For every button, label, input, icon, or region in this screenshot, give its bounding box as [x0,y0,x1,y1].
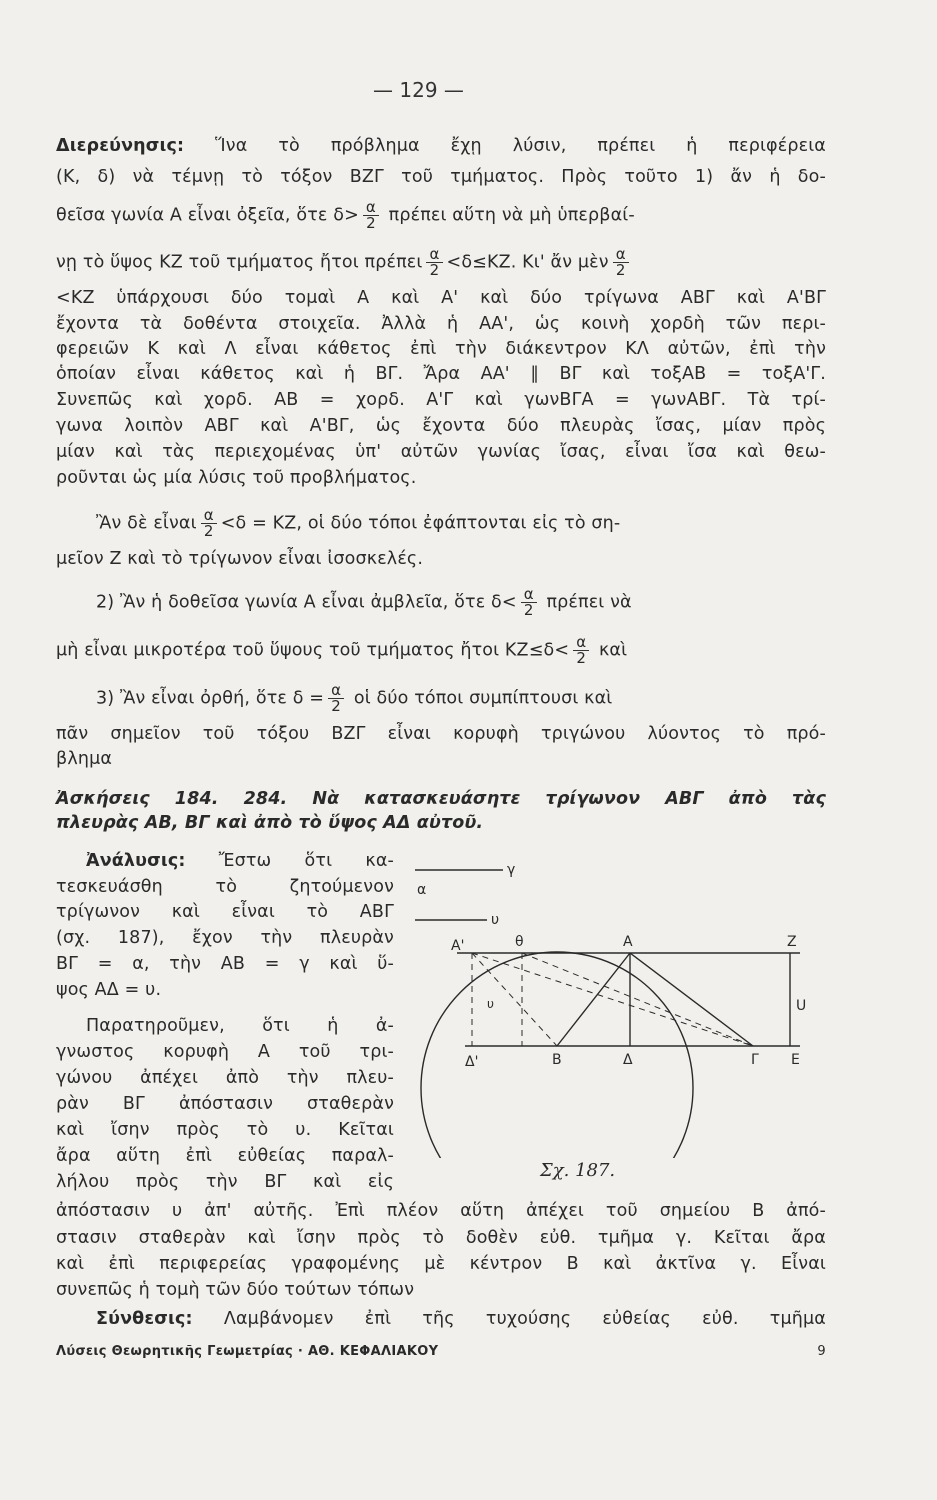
text-line [96,508,826,539]
text-line: φερειῶν Κ καὶ Λ εἶναι κάθετος ἐπὶ τὴν διάκεντρον ΚΛ αὐτῶν, ἐπὶ τὴν [56,339,826,359]
exercise-heading: πλευρὰς ΑΒ, ΒΓ καὶ ἀπὸ τὸ ὕψος ΑΔ αὐτοῦ. [56,813,484,833]
frac-num: α [201,508,217,524]
frac-den: 2 [366,214,376,232]
line-text: πρέπει νὰ [540,592,632,613]
label-theta: θ [515,934,524,950]
text-line [96,587,826,618]
section-lead: Διερεύνησις: [56,136,185,156]
analysis-line: ΒΓ = α, τὴν ΑΒ = γ καὶ ὕ- [56,954,394,974]
line-text: 2) Ἂν ἡ δοθεῖσα γωνία Α εἶναι ἀμβλεῖα, ὅτε δ< [96,592,517,613]
line-text: οἱ δύο τόποι συμπίπτουσι καὶ [348,688,613,709]
text-line: γωνα λοιπὸν ΑΒΓ καὶ Α'ΒΓ, ὡς ἔχοντα δύο πλευρὰς ἴσας, μίαν πρὸς [56,416,826,436]
label-small-u: υ [491,912,500,928]
text-line [56,635,826,666]
section-lead: Ἀνάλυσις: [86,851,186,871]
label-inner-u: υ [487,997,494,1011]
label-U: U [796,998,807,1014]
section-lead: Σύνθεσις: [96,1309,193,1329]
label-A: Α [623,934,633,950]
text-line: στασιν σταθερὰν καὶ ἴσην πρὸς τὸ δοθὲν εὐθ. τμῆμα γ. Κεῖται ἄρα [56,1228,826,1248]
side-AG [630,953,753,1046]
analysis-line: καὶ ἴσην πρὸς τὸ υ. Κεῖται [56,1120,394,1140]
line-text: θεῖσα γωνία Α εἶναι ὀξεῖα, ὅτε δ> [56,205,359,226]
text-line: ὁποίαν εἶναι κάθετος καὶ ἡ ΒΓ. Ἄρα ΑΑ' ∥ ΒΓ καὶ τοξΑΒ = τοξΑ'Γ. [56,364,826,384]
frac-num: α [573,635,589,651]
label-B: Β [552,1052,562,1068]
fraction [201,508,217,539]
figure-caption: Σχ. 187. [540,1160,616,1181]
label-E: Ε [791,1052,800,1068]
line-text: Ἔστω ὅτι κα- [185,851,394,871]
signature-number: 9 [817,1344,826,1359]
frac-num: α [328,683,344,699]
text-line: βλημα [56,749,113,769]
analysis-line: γώνου ἀπέχει ἀπὸ τὴν πλευ- [56,1068,394,1088]
frac-num: α [426,247,442,263]
text-line: ἔχοντα τὰ δοθέντα στοιχεῖα. Ἀλλὰ ἡ ΑΑ', ὡς κοινὴ χορδὴ τῶν περι- [56,314,826,334]
text-line: μίαν καὶ τὰς περιεχομένας ὑπ' αὐτῶν γωνίας ἴσας, εἶναι ἴσα καὶ θεω- [56,442,826,462]
frac-den: 2 [576,649,587,667]
page-number: — 129 — [373,78,464,102]
footer-text: Λύσεις Θεωρητικῆς Γεωμετρίας · ΑΘ. ΚΕΦΑΛΙΑΚΟΥ [56,1344,439,1359]
text-line: <ΚΖ ὑπάρχουσι δύο τομαὶ Α καὶ Α' καὶ δύο τρίγωνα ΑΒΓ καὶ Α'ΒΓ [56,288,826,308]
label-Z: Ζ [787,934,797,950]
text-line: συνεπῶς ἡ τομὴ τῶν δύο τούτων τόπων [56,1280,415,1300]
geometry-figure [405,848,825,1158]
line-text: Ἵνα τὸ πρόβλημα ἔχῃ λύσιν, πρέπει ἡ περιφέρεια [184,136,826,156]
label-A-prime: Α' [451,938,465,954]
line-text: πρέπει αὕτη νὰ μὴ ὑπερβαί- [382,205,635,226]
frac-num: α [613,247,629,263]
analysis-line: λήλου πρὸς τὴν ΒΓ καὶ εἰς [56,1172,394,1192]
analysis-line: Παρατηροῦμεν, ὅτι ἡ ἀ- [86,1016,394,1036]
analysis-line: ψος ΑΔ = υ. [56,980,162,1000]
fraction [521,587,537,618]
text-line: πᾶν σημεῖον τοῦ τόξου ΒΖΓ εἶναι κορυφὴ τριγώνου λύοντος τὸ πρό- [56,724,826,744]
line-text: <δ≤ΚΖ. Κι' ἄν μὲν [446,252,609,273]
line-text: νῃ τὸ ὕψος ΚΖ τοῦ τμήματος ἤτοι πρέπει [56,252,423,273]
line-text: <δ = ΚΖ, οἱ δύο τόποι ἐφάπτονται εἰς τὸ ση- [220,513,621,534]
line-text: μὴ εἶναι μικροτέρα τοῦ ὕψους τοῦ τμήματος ἤτοι ΚΖ≤δ< [56,640,570,661]
text-line: Συνεπῶς καὶ χορδ. ΑΒ = χορδ. Α'Γ καὶ γωνΒΓΑ = γωνΑΒΓ. Τὰ τρί- [56,390,826,410]
frac-den: 2 [429,261,440,279]
label-D-prime: Δ' [465,1054,479,1070]
analysis-line: γνωστος κορυφὴ Α τοῦ τρι- [56,1042,394,1062]
frac-num: α [521,587,537,603]
page-footer [56,1344,826,1359]
line-text: 3) Ἂν εἶναι ὀρθή, ὅτε δ = [96,688,325,709]
line-text: καὶ [593,640,628,661]
dashed-line [522,953,753,1046]
frac-den: 2 [523,601,534,619]
text-line: μεῖον Ζ καὶ τὸ τρίγωνον εἶναι ἰσοσκελές. [56,549,424,569]
label-G: Γ [751,1052,759,1068]
analysis-line: ἄρα αὕτη ἐπὶ εὐθείας παραλ- [56,1146,394,1166]
side-AB [557,953,630,1046]
fraction [573,635,589,666]
text-line: ἀπόστασιν υ ἀπ' αὐτῆς. Ἐπὶ πλέον αὕτη ἀπέχει τοῦ σημείου Β ἀπό- [56,1201,826,1221]
analysis-line [86,850,394,872]
text-line: (Κ, δ) νὰ τέμνῃ τὸ τόξον ΒΖΓ τοῦ τμήματος. Πρὸς τοῦτο 1) ἄν ἡ δο- [56,167,826,187]
frac-den: 2 [331,697,341,715]
text-line [96,1308,826,1330]
fraction [426,247,442,278]
label-gamma: γ [507,862,516,878]
exercise-heading: Ἀσκήσεις 184. 284. Νὰ κατασκευάσητε τρίγωνον ΑΒΓ ἀπὸ τὰς [56,789,826,809]
line-text: Ἂν δὲ εἶναι [96,513,197,534]
text-line [96,683,826,714]
label-alpha: α [417,882,427,898]
label-D: Δ [623,1052,633,1068]
dashed-line [472,953,753,1046]
text-line: ροῦνται ὡς μία λύσις τοῦ προβλήματος. [56,468,417,488]
analysis-line: ρὰν ΒΓ ἀπόστασιν σταθερὰν [56,1094,394,1114]
analysis-line: τεσκευάσθη τὸ ζητούμενον [56,877,394,897]
frac-num: α [363,200,379,216]
text-line [56,200,826,231]
fraction [613,247,629,278]
text-line: καὶ ἐπὶ περιφερείας γραφομένης μὲ κέντρον Β καὶ ἀκτῖνα γ. Εἶναι [56,1254,826,1274]
analysis-line: (σχ. 187), ἔχον τὴν πλευρὰν [56,928,394,948]
fraction [328,683,344,714]
fraction [363,200,379,231]
frac-den: 2 [615,261,626,279]
text-line [56,135,826,157]
frac-den: 2 [203,522,214,540]
analysis-line: τρίγωνον καὶ εἶναι τὸ ΑΒΓ [56,902,394,922]
line-text: Λαμβάνομεν ἐπὶ τῆς τυχούσης εὐθείας εὐθ. τμῆμα [192,1309,826,1329]
text-line [56,247,826,278]
